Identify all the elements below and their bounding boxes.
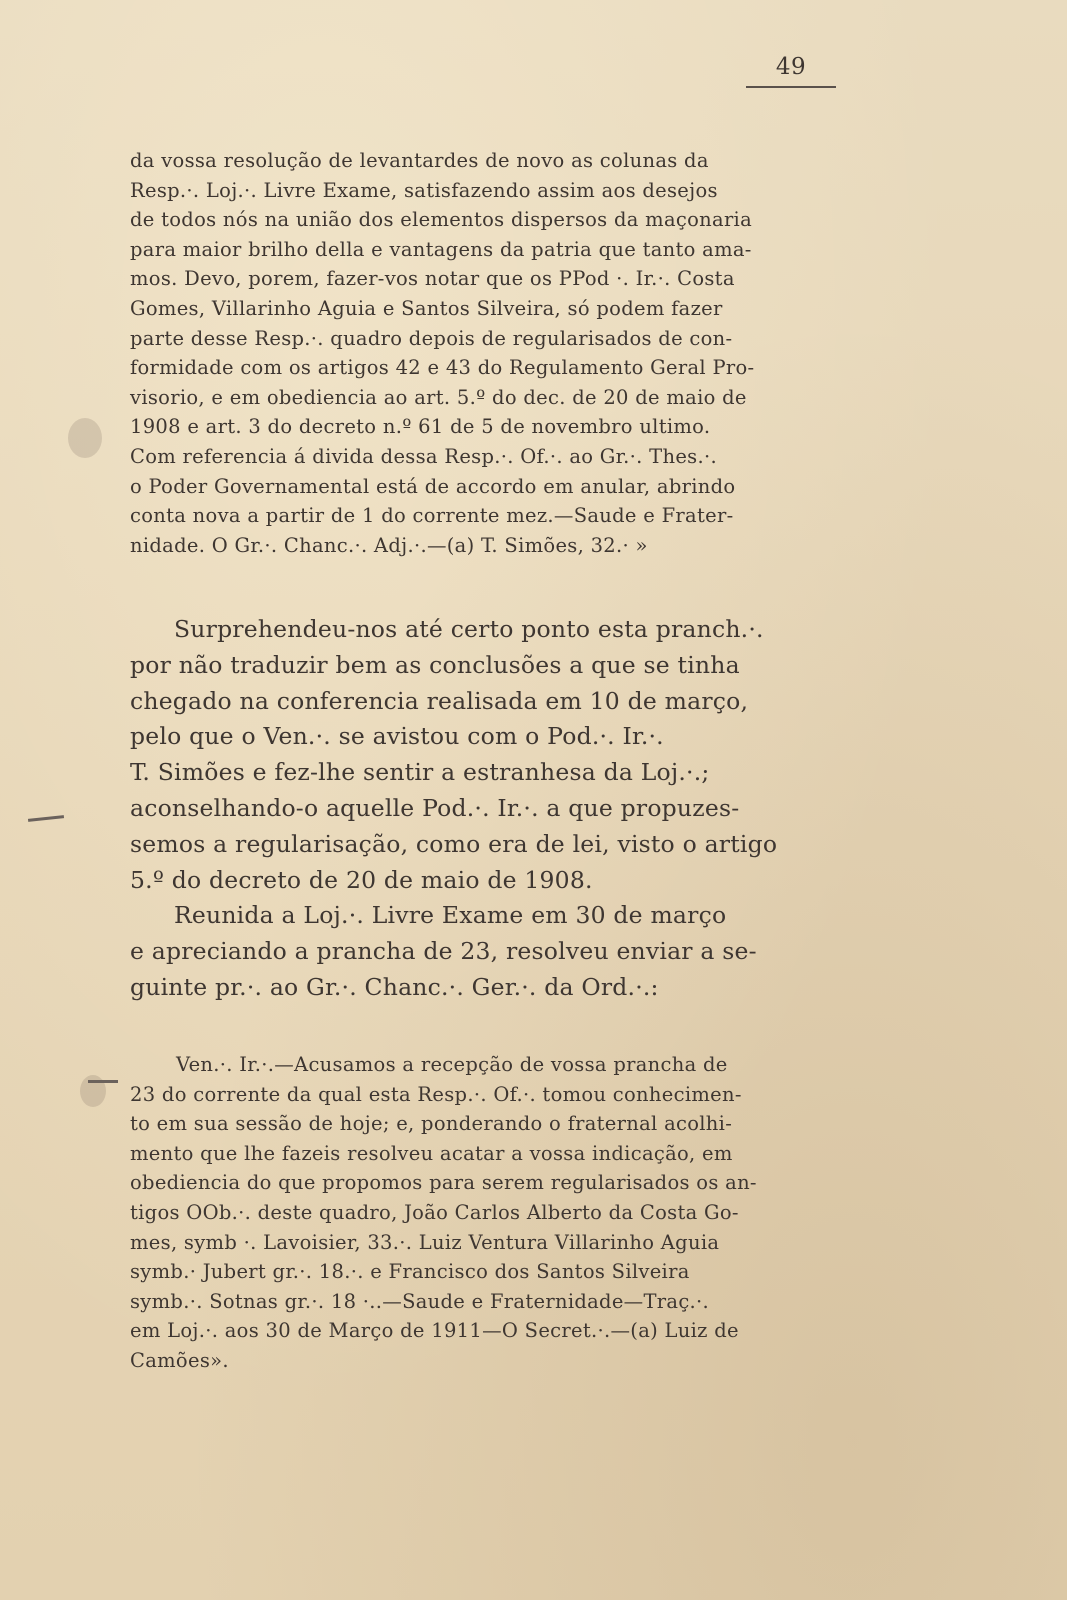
letter-one-line: 1908 e art. 3 do decreto n.º 61 de 5 de novembro ultimo. — [130, 415, 711, 439]
letter-two-line: tigos OOb.·. deste quadro, João Carlos Alberto da Costa Go- — [130, 1200, 739, 1224]
narrative-line: pelo que o Ven.·. se avistou com o Pod.·. Ir.·. — [130, 722, 664, 751]
letter-two-line: obediencia do que propomos para serem regularisados os an- — [130, 1171, 757, 1195]
narrative-line: Surprehendeu-nos até certo ponto esta pranch.·. — [174, 615, 764, 643]
narrative-paragraph-two — [130, 898, 842, 1005]
narrative-paragraph-one — [130, 612, 842, 898]
page-number-header — [746, 54, 836, 88]
letter-one-line: o Poder Governamental está de accordo em anular, abrindo — [130, 474, 736, 498]
narrative-line: Reunida a Loj.·. Livre Exame em 30 de março — [174, 901, 727, 929]
letter-one-signature-line: nidade. O Gr.·. Chanc.·. Adj.·.—(a) T. Simões, 32.· » — [130, 533, 648, 557]
letter-two-line: em Loj.·. aos 30 de Março de 1911—O Secret.·.—(a) Luiz de — [130, 1319, 739, 1343]
narrative-line: semos a regularisação, como era de lei, visto o artigo — [130, 829, 778, 858]
letter-one-line: parte desse Resp.·. quadro depois de regularisados de con- — [130, 326, 733, 350]
narrative-line: T. Simões e fez-lhe sentir a estranhesa da Loj.·.; — [130, 758, 710, 787]
narrative-line: 5.º do decreto de 20 de maio de 1908. — [130, 865, 593, 894]
narrative-line: por não traduzir bem as conclusões a que se tinha — [130, 650, 740, 679]
narrative-line: chegado na conferencia realisada em 10 de março, — [130, 686, 749, 715]
margin-ink-mark — [88, 1080, 118, 1083]
letter-two-line: to em sua sessão de hoje; e, ponderando o fraternal acolhi- — [130, 1112, 733, 1136]
letter-one-line: Gomes, Villarinho Aguia e Santos Silveira, só podem fazer — [130, 296, 723, 320]
letter-two-line: Camões». — [130, 1348, 229, 1372]
letter-two-line: 23 do corrente da qual esta Resp.·. Of.·. tomou conhecimen- — [130, 1082, 742, 1106]
narrative-line: aconselhando-o aquelle Pod.·. Ir.·. a que propuzes- — [130, 793, 740, 822]
quoted-letter-one — [130, 146, 842, 560]
letter-one-line: Resp.·. Loj.·. Livre Exame, satisfazendo assim aos desejos — [130, 178, 718, 202]
letter-one-line: Com referencia á divida dessa Resp.·. Of.·. ao Gr.·. Thes.·. — [130, 444, 717, 468]
letter-two-line: Ven.·. Ir.·.—Acusamos a recepção de vossa prancha de — [176, 1053, 728, 1076]
page-number: 49 — [775, 54, 807, 80]
quoted-letter-two — [130, 1050, 842, 1376]
letter-one-line: da vossa resolução de levantardes de novo as colunas da — [130, 149, 709, 172]
letter-one-line: mos. Devo, porem, fazer-vos notar que os PPod ·. Ir.·. Costa — [130, 267, 735, 291]
letter-one-line: formidade com os artigos 42 e 43 do Regulamento Geral Pro- — [130, 356, 755, 380]
letter-one-line: de todos nós na união dos elementos dispersos da maçonaria — [130, 208, 753, 232]
margin-ink-mark — [28, 815, 64, 822]
letter-two-line: symb.· Jubert gr.·. 18.·. e Francisco dos Santos Silveira — [130, 1260, 690, 1284]
letter-one-line: conta nova a partir de 1 do corrente mez.—Saude e Frater- — [130, 504, 734, 528]
letter-two-line: symb.·. Sotnas gr.·. 18 ·..—Saude e Fraternidade—Traç.·. — [130, 1289, 710, 1313]
letter-two-line: mes, symb ·. Lavoisier, 33.·. Luiz Ventura Villarinho Aguia — [130, 1230, 720, 1254]
letter-two-line: mento que lhe fazeis resolveu acatar a vossa indicação, em — [130, 1141, 733, 1165]
page-number-rule — [746, 86, 836, 88]
narrative-line: guinte pr.·. ao Gr.·. Chanc.·. Ger.·. da Ord.·.: — [130, 972, 659, 1001]
paper-hole-blemish — [68, 418, 102, 458]
letter-one-line: para maior brilho della e vantagens da patria que tanto ama- — [130, 237, 752, 261]
letter-one-line: visorio, e em obediencia ao art. 5.º do dec. de 20 de maio de — [130, 385, 747, 409]
narrative-line: e apreciando a prancha de 23, resolveu enviar a se- — [130, 936, 757, 965]
